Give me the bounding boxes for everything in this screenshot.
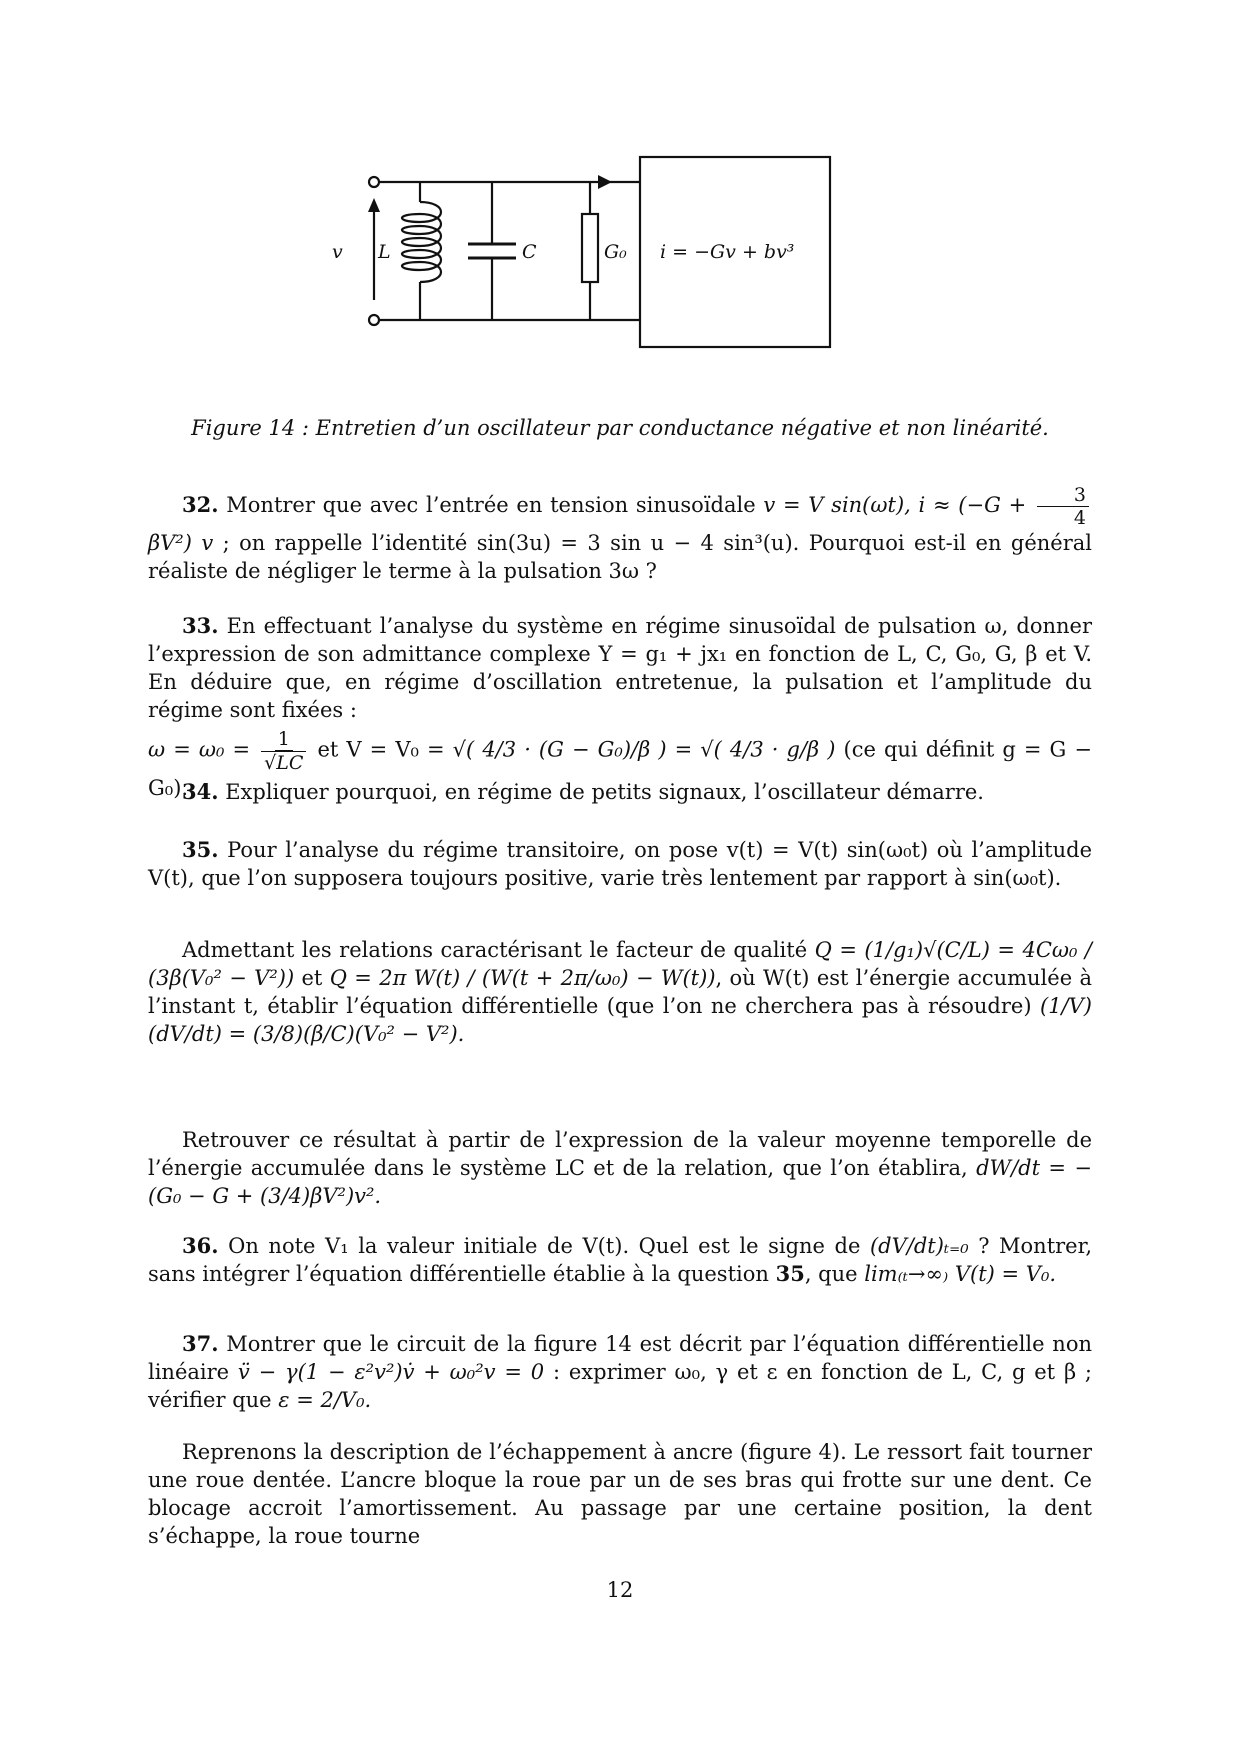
- question-35-paragraph-2: Admettant les relations caractérisant le facteur de qualité Q = (1/g₁)√(C/L) = 4Cω₀ / (3β(V₀² − V²)) et Q = 2π W(t) / (W(t + 2π/ω₀) − W(t)), où W(t) est l’énergie accumulée à l’instant t, établir l’équation différentielle (que l’on ne cherchera pas à résoudre) (1/V)(dV/dt) = (3/8)(β/C)(V₀² − V²).: [148, 938, 1092, 1046]
- label-box: i = −Gv + bv³: [660, 241, 795, 263]
- page-number: 12: [606, 1578, 634, 1602]
- question-35: 35. Pour l’analyse du régime transitoire, on pose v(t) = V(t) sin(ω₀t) où l’amplitude V(t), que l’on supposera toujours positive, varie très lentement par rapport à sin(ω₀t).: [148, 837, 1092, 890]
- label-G0: G₀: [604, 241, 627, 263]
- circuit-figure: [332, 172, 900, 397]
- question-number: 34.: [182, 779, 219, 804]
- label-L: L: [378, 241, 391, 263]
- question-number: 33.: [182, 613, 219, 638]
- question-number: 35.: [182, 837, 219, 862]
- question-33: 33. En effectuant l’analyse du système en régime sinusoïdal de pulsation ω, donner l’expression de son admittance complexe Y = g₁ + jx₁ en fonction de L, C, G₀, G, β et V. En déduire que, en régime d’oscillation entretenue, la pulsation et l’amplitude du régime sont fixées : ω = ω₀ = $\frac{1}{√LC}$ et V = V₀ = √( 4/3 · (G − G₀)/β ) = √( 4/3 · g/β ) (ce qui définit g = G − G₀).: [148, 613, 1092, 800]
- question-number: 36.: [182, 1233, 219, 1258]
- question-reference: 35: [775, 1261, 805, 1286]
- question-32: 32. Montrer que avec l’entrée en tension sinusoïdale v = V sin(ωt), i ≈ (−G + $\frac{3}{4}$ βV²) v ; on rappelle l’identité sin(3u) = 3 sin u − 4 sin³(u). Pourquoi est-il en général réaliste de négliger le terme à la pulsation 3ω ?: [148, 484, 1092, 583]
- current-arrow: [598, 175, 612, 189]
- figure-caption: Figure 14 : Entretien d’un oscillateur par conductance négative et non linéarité.: [191, 416, 1049, 440]
- closing-paragraph: Reprenons la description de l’échappement à ancre (figure 4). Le ressort fait tourner une roue dentée. L’ancre bloque la roue par un de ses bras qui frotte sur une dent. Ce blocage accroit l’amortissement. Au passage par une certaine position, la dent s’échappe, la roue tourne: [148, 1440, 1092, 1548]
- question-number: 37.: [182, 1331, 219, 1356]
- top-terminal: [369, 177, 379, 187]
- question-number: 32.: [182, 492, 219, 517]
- question-35-paragraph-3: Retrouver ce résultat à partir de l’expression de la valeur moyenne temporelle de l’énergie accumulée dans le système LC et de la relation, que l’on établira, dW/dt = −(G₀ − G + (3/4)βV²)v².: [148, 1128, 1092, 1208]
- question-36: 36. On note V₁ la valeur initiale de V(t). Quel est le signe de (dV/dt)ₜ₌₀ ? Montrer, sans intégrer l’équation différentielle établie à la question 35, que lim₍ₜ→∞₎ V(t) = V₀.: [148, 1233, 1093, 1286]
- label-C: C: [522, 241, 537, 263]
- resistor-g0: [582, 214, 598, 282]
- label-v: v: [332, 241, 343, 263]
- question-34: 34. Expliquer pourquoi, en régime de petits signaux, l’oscillateur démarre.: [182, 779, 984, 804]
- bottom-terminal: [369, 315, 379, 325]
- inductor-coil: [402, 202, 441, 282]
- question-37: 37. Montrer que le circuit de la figure 14 est décrit par l’équation différentielle non linéaire v̈ − γ(1 − ε²v²)v̇ + ω₀²v = 0 : exprimer ω₀, γ et ε en fonction de L, C, g et β ; vérifier que ε = 2/V₀.: [148, 1331, 1092, 1412]
